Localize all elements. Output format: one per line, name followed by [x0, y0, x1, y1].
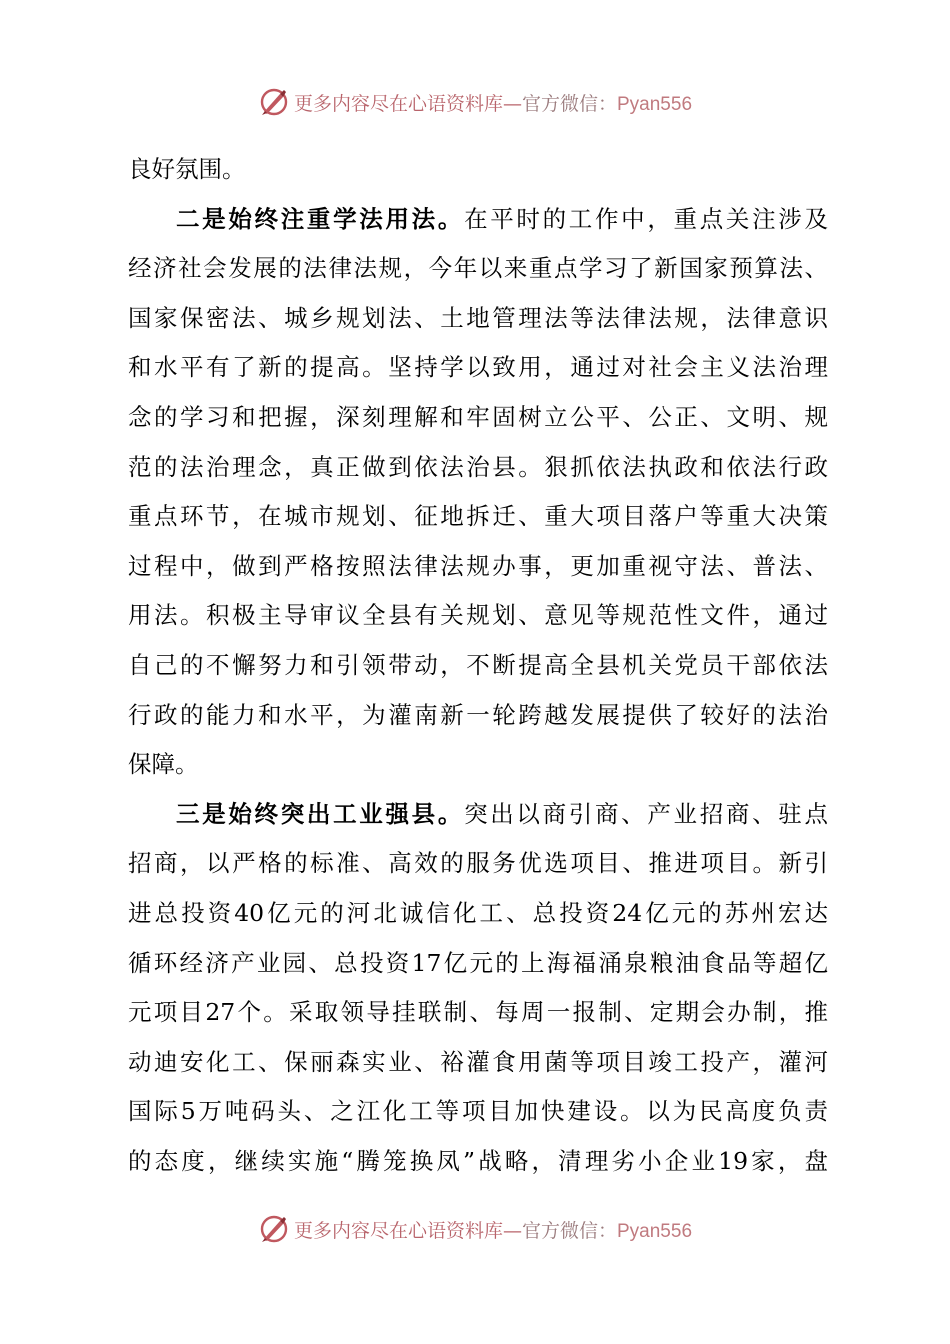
- header-banner-text: [294, 89, 692, 116]
- section-2-line: 念的学习和把握，深刻理解和牢固树立公平、公正、文明、规: [128, 402, 828, 431]
- section-2-paragraph: [128, 195, 828, 790]
- section-2-line: 过程中，做到严格按照法律法规办事，更加重视守法、普法、: [128, 551, 828, 580]
- footer-banner-main: 更多内容尽在心语资料库—: [293, 1219, 522, 1242]
- header-banner: [0, 80, 950, 124]
- section-2-lead: 二是始终注重学法用法。: [176, 204, 465, 233]
- section-2-first-line-rest: 在平时的工作中，重点关注涉及: [464, 204, 828, 233]
- section-2-line: 用法。积极主导审议全县有关规划、意见等规范性文件，通过: [128, 601, 828, 630]
- section-3-first-line-rest: 突出以商引商、产业招商、驻点: [464, 799, 828, 828]
- section-3-first-line: [128, 790, 828, 840]
- footer-banner-wechat: 官方微信：: [521, 1219, 617, 1242]
- header-banner-handle: Pyan556: [617, 93, 693, 115]
- section-2-first-line: [128, 195, 828, 245]
- section-2-line: 经济社会发展的法律法规，今年以来重点学习了新国家预算法、: [128, 254, 828, 283]
- section-2-line: 保障。: [128, 750, 199, 779]
- document-body: [128, 145, 828, 1186]
- pen-logo-icon: [258, 1213, 290, 1245]
- section-2-line: 和水平有了新的提高。坚持学以致用，通过对社会主义法治理: [128, 353, 828, 382]
- section-3-line: 招商，以严格的标准、高效的服务优选项目、推进项目。新引: [128, 849, 828, 878]
- section-3-line: 动迪安化工、保丽森实业、裕灌食用菌等项目竣工投产，灌河: [128, 1047, 828, 1076]
- section-3-line: 进总投资40亿元的河北诚信化工、总投资24亿元的苏州宏达: [128, 898, 828, 927]
- section-3-line: 国际5万吨码头、之江化工等项目加快建设。以为民高度负责: [128, 1097, 828, 1126]
- header-banner-main: 更多内容尽在心语资料库—: [293, 92, 522, 115]
- section-2-line: 行政的能力和水平，为灌南新一轮跨越发展提供了较好的法治: [128, 700, 828, 729]
- section-3-paragraph: [128, 790, 828, 1187]
- section-3-line: 元项目27个。采取领导挂联制、每周一报制、定期会办制，推: [128, 998, 828, 1027]
- section-3-lead: 三是始终突出工业强县。: [176, 799, 465, 828]
- pen-logo-icon: [258, 86, 290, 118]
- footer-banner: [0, 1207, 950, 1251]
- section-2-line: 范的法治理念，真正做到依法治县。狠抓依法执政和依法行政: [128, 452, 828, 481]
- section-2-line: 重点环节，在城市规划、征地拆迁、重大项目落户等重大决策: [128, 502, 828, 531]
- footer-banner-handle: Pyan556: [617, 1220, 693, 1242]
- section-3-line: 的态度，继续实施“腾笼换凤”战略，清理劣小企业19家，盘: [128, 1146, 828, 1175]
- section-3-line: 循环经济产业园、总投资17亿元的上海福涌泉粮油食品等超亿: [128, 948, 828, 977]
- header-banner-wechat: 官方微信：: [521, 92, 617, 115]
- section-2-line: 自己的不懈努力和引领带动，不断提高全县机关党员干部依法: [128, 650, 828, 679]
- footer-banner-text: [294, 1216, 692, 1243]
- intro-line: 良好氛围。: [128, 155, 246, 183]
- section-2-line: 国家保密法、城乡规划法、土地管理法等法律法规，法律意识: [128, 303, 828, 332]
